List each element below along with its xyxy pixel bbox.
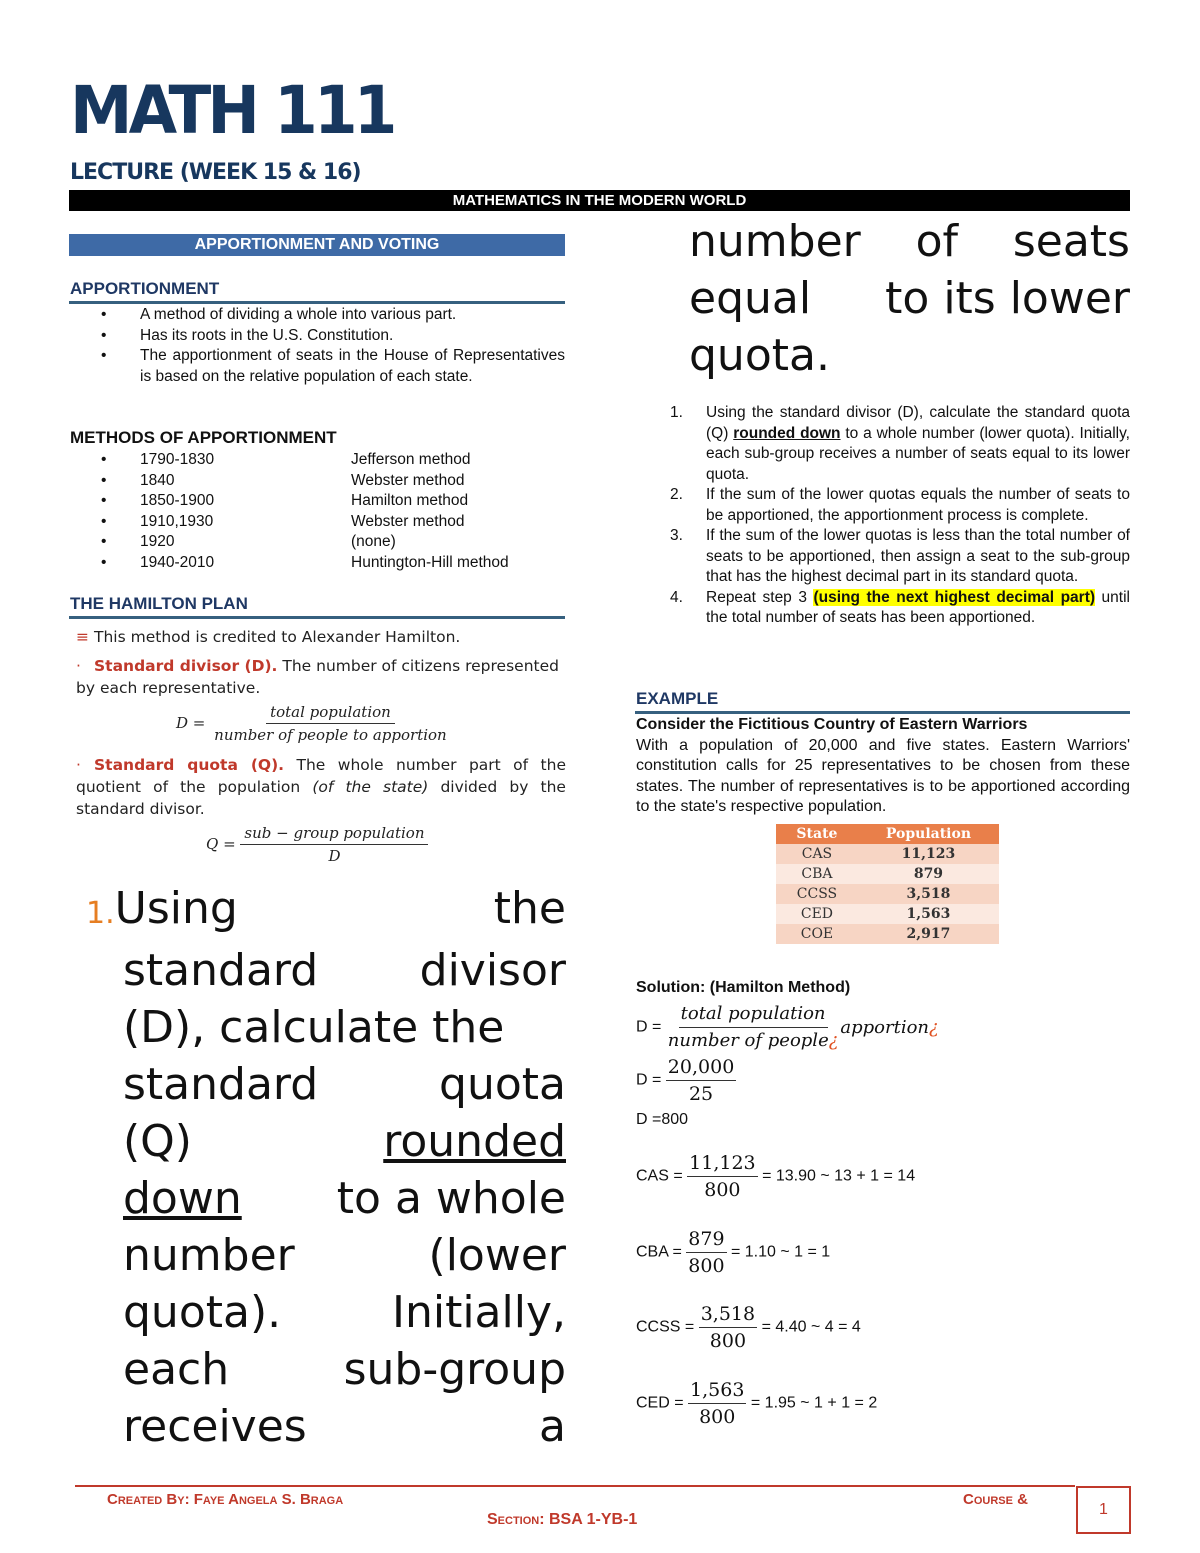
big-word: Using — [114, 883, 238, 934]
step-text: If the sum of the lower quotas equals the number of seats to be apportioned, the apportionment process is complete. — [706, 486, 1130, 524]
apportionment-heading: APPORTIONMENT — [70, 279, 220, 298]
table-row — [776, 844, 999, 864]
page-number: 1 — [1076, 1486, 1131, 1534]
glyph: ¿ — [828, 1030, 839, 1051]
list-item — [636, 526, 1130, 588]
big-word: quota — [439, 1059, 566, 1110]
big-line — [689, 270, 1130, 327]
big-word: the — [493, 883, 566, 934]
step-text: until the total number of seats has been apportioned. — [706, 588, 1130, 626]
calc-result: = 4.40 ~ 4 = 4 — [761, 1318, 861, 1336]
method-years: • 1920 — [140, 533, 175, 550]
denominator — [666, 1028, 841, 1054]
method-name: Webster method — [351, 512, 465, 530]
hamilton-plan-block — [76, 626, 566, 867]
calc-cba — [636, 1226, 830, 1279]
column-header: Population — [858, 824, 999, 844]
sd-denominator: number of people to apportion — [214, 726, 447, 744]
calc-fraction — [686, 1226, 726, 1279]
step-highlight: (using the next highest decimal part) — [813, 588, 1096, 606]
method-name: Huntington-Hill method — [351, 553, 509, 571]
big-word: equal — [689, 273, 812, 324]
d-fraction — [666, 1001, 841, 1054]
heading-rule — [69, 301, 565, 304]
big-line — [86, 1341, 566, 1398]
method-years: • 1790-1830 — [140, 451, 215, 468]
calc-result: = 1.95 ~ 1 + 1 = 2 — [750, 1394, 878, 1412]
numerator: 3,518 — [699, 1301, 757, 1328]
table-row — [776, 924, 999, 944]
population-cell: 2,917 — [858, 924, 999, 944]
formula-label: CED = — [636, 1394, 684, 1412]
calc-result: = 13.90 ~ 13 + 1 = 14 — [762, 1167, 916, 1185]
step-text: If the sum of the lower quotas is less than the total number of seats to be apportioned, then assign a seat to the sub-group that has the highest decimal part in its standard quota. — [706, 527, 1130, 585]
calc-ced — [636, 1377, 877, 1430]
big-word: to a whole — [336, 1173, 566, 1224]
big-line — [86, 1398, 566, 1455]
sq-formula-lhs: Q = — [206, 835, 236, 853]
sq-fraction — [240, 822, 428, 867]
method-years: • 1850-1900 — [140, 492, 215, 509]
sq-text-emphasis: (of the state) — [312, 778, 429, 796]
population-table — [776, 824, 999, 944]
formula-label: CAS = — [636, 1167, 683, 1185]
sq-denominator: D — [328, 847, 341, 865]
calc-fraction — [687, 1150, 757, 1203]
sd-formula — [176, 701, 566, 746]
big-word: (D), calculate the — [123, 1002, 505, 1053]
course-title: MATH 111 — [70, 72, 394, 149]
methods-list — [69, 450, 565, 573]
section-title: APPORTIONMENT AND VOTING — [69, 234, 565, 256]
big-word: a — [539, 1401, 566, 1452]
numerator: total population — [679, 1001, 828, 1028]
state-cell: CBA — [776, 864, 858, 884]
population-cell: 879 — [858, 864, 999, 884]
step-number: 2. — [670, 486, 683, 503]
population-cell: 1,563 — [858, 904, 999, 924]
apportionment-list — [69, 305, 565, 387]
formula-tail — [840, 1017, 938, 1038]
big-word: quota). — [123, 1287, 282, 1338]
step-marker: 1. — [86, 896, 115, 931]
step-number: 3. — [670, 527, 683, 544]
population-cell: 3,518 — [858, 884, 999, 904]
list-item — [636, 485, 1130, 526]
heading-rule — [69, 616, 565, 619]
d2-formula — [636, 1054, 736, 1107]
big-word: to its lower — [885, 273, 1130, 324]
state-cell: COE — [776, 924, 858, 944]
d-result: D =800 — [636, 1111, 689, 1128]
table-row — [776, 904, 999, 924]
list-item: • A method of dividing a whole into various part. — [69, 305, 565, 326]
calc-ccss — [636, 1301, 861, 1354]
method-name: (none) — [351, 533, 396, 550]
method-years: • 1940-2010 — [140, 553, 215, 571]
list-item — [69, 553, 565, 574]
subject-bar: MATHEMATICS IN THE MODERN WORLD — [69, 190, 1130, 211]
formula-label: CCSS = — [636, 1318, 695, 1336]
sq-term: Standard quota (Q). — [94, 756, 285, 774]
method-name: Jefferson method — [351, 451, 471, 468]
big-word: divisor — [419, 945, 566, 996]
step-number: 1. — [670, 404, 683, 421]
d2-fraction — [666, 1054, 736, 1107]
step-number: 4. — [670, 588, 683, 606]
example-title: Consider the Fictitious Country of Eastern Warriors — [636, 716, 1028, 733]
denominator: 800 — [699, 1406, 736, 1428]
solution-title: Solution: (Hamilton Method) — [636, 979, 851, 996]
big-line — [86, 942, 566, 999]
calc-fraction — [699, 1301, 757, 1354]
list-item — [69, 450, 565, 471]
steps-list — [636, 403, 1130, 629]
big-word: each — [123, 1344, 230, 1395]
big-word: receives — [123, 1401, 307, 1452]
table-row — [776, 864, 999, 884]
population-cell: 11,123 — [858, 844, 999, 864]
step-text: Repeat step 3 — [706, 588, 807, 606]
big-word: seats — [1012, 216, 1130, 267]
credit-line — [76, 626, 566, 648]
list-item — [69, 532, 565, 553]
bullet-icon: · — [76, 756, 81, 774]
big-step-text — [86, 880, 566, 1455]
calc-result: = 1.10 ~ 1 = 1 — [730, 1243, 831, 1261]
example-block — [636, 715, 1130, 818]
numerator: 11,123 — [687, 1150, 757, 1177]
big-line — [86, 1056, 566, 1113]
method-name: Webster method — [351, 471, 465, 489]
sq-text: The whole number part of the quotient of the population — [76, 756, 566, 796]
state-cell: CED — [776, 904, 858, 924]
big-word: of — [915, 216, 958, 267]
big-line — [86, 999, 566, 1056]
sd-term: Standard divisor (D). — [94, 657, 278, 675]
sd-text: The number of citizens represented by each representative. — [76, 657, 559, 697]
step-text: to a whole number (lower quota). Initially, each sub-group receives a number of seats equal to its lower quota. — [706, 424, 1130, 483]
calc-fraction — [688, 1377, 746, 1430]
methods-heading: METHODS OF APPORTIONMENT — [70, 428, 337, 447]
tail-text: apportion — [840, 1017, 930, 1038]
formula-label: CBA = — [636, 1243, 682, 1261]
sd-fraction — [210, 701, 451, 746]
list-item — [69, 491, 565, 512]
denominator: 800 — [704, 1179, 741, 1201]
method-name: Hamilton method — [351, 492, 469, 509]
denominator: 800 — [709, 1330, 747, 1352]
sq-numerator: sub − group population — [240, 822, 428, 845]
footer-rule — [75, 1485, 1075, 1487]
big-line — [86, 1284, 566, 1341]
state-cell: CAS — [776, 844, 858, 864]
list-item — [69, 471, 565, 492]
big-word: (lower — [428, 1230, 566, 1281]
sq-definition — [76, 754, 566, 820]
big-word: number — [689, 216, 861, 267]
d-formula — [636, 1001, 939, 1054]
big-line — [86, 1227, 566, 1284]
example-text: With a population of 20,000 and five states. Eastern Warriors' constitution calls for 25 representatives to be chosen from these states. The number of representatives is to be apportioned according to the state's respective population. — [636, 736, 1130, 815]
big-line — [86, 1170, 566, 1227]
hamilton-heading: THE HAMILTON PLAN — [70, 594, 248, 613]
bullet-icon: · — [76, 657, 81, 675]
big-word: Initially, — [391, 1287, 566, 1338]
table-row — [776, 884, 999, 904]
big-line — [86, 880, 566, 942]
lecture-label: LECTURE (WEEK 15 & 16) — [70, 160, 361, 185]
list-item — [636, 588, 1130, 629]
list-item: • The apportionment of seats in the House of Representatives is based on the relative population of each state. — [69, 346, 565, 387]
big-word: sub-group — [343, 1344, 566, 1395]
big-line: quota. — [689, 330, 830, 381]
credit-text: This method is credited to Alexander Hamilton. — [94, 628, 461, 646]
arrow-icon: ≡ — [76, 628, 89, 646]
big-line — [689, 213, 1130, 270]
list-item: • Has its roots in the U.S. Constitution. — [69, 326, 565, 347]
big-word: standard — [123, 1059, 319, 1110]
example-heading: EXAMPLE — [636, 689, 719, 708]
numerator: 1,563 — [688, 1377, 746, 1404]
list-item — [69, 512, 565, 533]
sd-numerator: total population — [266, 701, 395, 724]
heading-rule — [635, 711, 1130, 714]
glyph: ¿ — [929, 1017, 939, 1038]
numerator: 879 — [686, 1226, 726, 1253]
big-word: (Q) — [123, 1116, 192, 1167]
step-emphasis: rounded down — [733, 424, 841, 442]
method-years: • 1910,1930 — [140, 512, 214, 530]
formula-label: D = — [636, 1071, 662, 1089]
big-word: number — [123, 1230, 295, 1281]
numerator: 20,000 — [666, 1054, 736, 1081]
step-text: Using the standard divisor (D), calculate the standard quota (Q) — [706, 404, 1130, 442]
table-header — [776, 824, 999, 844]
list-item — [636, 403, 1130, 485]
big-word: down — [123, 1173, 242, 1224]
footer-created-by: Created By: Faye Angela S. Braga — [107, 1491, 344, 1508]
column-header: State — [776, 824, 858, 844]
denominator-text: number of people — [667, 1030, 829, 1051]
denominator: 800 — [688, 1255, 725, 1277]
calc-cas — [636, 1150, 915, 1203]
sq-formula — [206, 822, 566, 867]
big-line — [86, 1113, 566, 1170]
method-years: • 1840 — [140, 471, 175, 489]
footer-section: Section: BSA 1-YB-1 — [487, 1511, 638, 1528]
state-cell: CCSS — [776, 884, 858, 904]
sd-definition — [76, 655, 566, 699]
sd-formula-lhs: D = — [176, 714, 206, 732]
big-word: rounded — [383, 1116, 566, 1167]
footer-course-label: Course & — [963, 1491, 1028, 1508]
big-word: standard — [123, 945, 319, 996]
formula-label: D = — [636, 1018, 662, 1036]
big-step-continuation — [689, 213, 1130, 384]
denominator: 25 — [688, 1083, 714, 1105]
sq-text-tail: divided by the standard divisor. — [76, 778, 566, 818]
